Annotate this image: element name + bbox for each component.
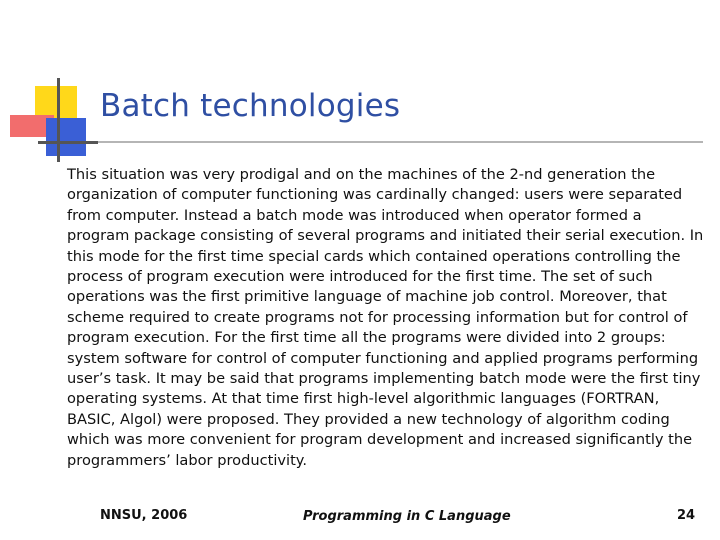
title-underline-accent bbox=[38, 141, 98, 144]
page-number: 24 bbox=[677, 508, 696, 523]
decor-vertical-line bbox=[57, 78, 60, 162]
title-underline bbox=[38, 141, 703, 143]
decor-blue-square bbox=[46, 118, 86, 156]
slide-title: Batch technologies bbox=[100, 88, 401, 124]
footer-course-title: Programming in C Language bbox=[303, 509, 511, 524]
footer-organization: NNSU, 2006 bbox=[100, 508, 188, 523]
slide-body-text: This situation was very prodigal and on the machines of the 2-nd generation the organization of computer functioning was cardinally changed: users were separated from computer. Instead a batch mode was introduced when operator formed a program package consisting of several programs and initiated their serial execution. In this mode for the first time special cards which contained operations controlling the process of program execution were introduced for the first time. The set of such operations was the first primitive language of machine job control. Moreover, that scheme required to create programs not for processing information but for control of program execution. For the first time all the programs were divided into 2 groups: system software for control of computer functioning and applied programs performing user’s task. It may be said that programs implementing batch mode were the first tiny operating systems. At that time first high-level algorithmic languages (FORTRAN, BASIC, Algol) were proposed. They provided a new technology of algorithm coding which was more convenient for program development and increased significantly the programmers’ labor productivity. bbox=[67, 166, 704, 469]
